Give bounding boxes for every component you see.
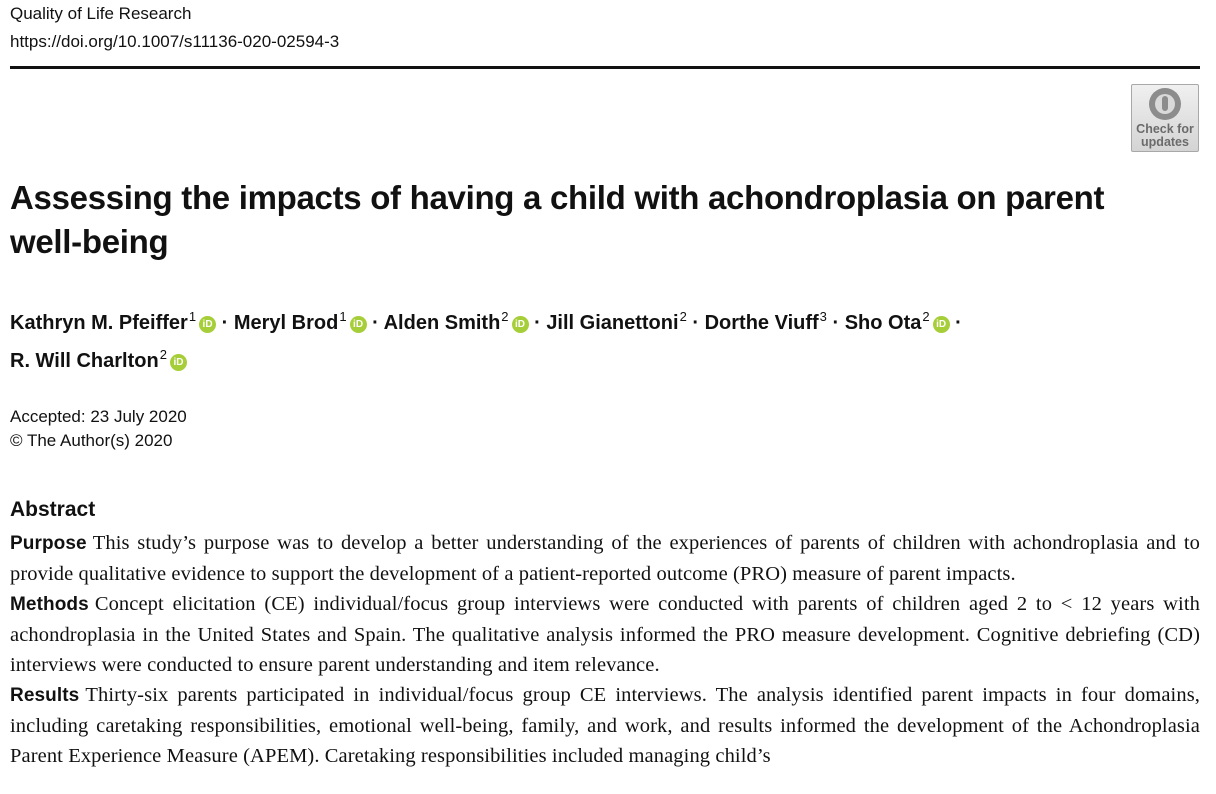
author-separator: · xyxy=(955,312,962,334)
orcid-icon[interactable]: iD xyxy=(512,316,529,333)
accepted-date: Accepted: 23 July 2020 xyxy=(10,407,187,426)
orcid-icon[interactable]: iD xyxy=(933,316,950,333)
abstract-label: Methods xyxy=(10,594,89,615)
abstract-body xyxy=(10,528,1200,771)
author-name[interactable] xyxy=(383,309,529,334)
crossmark-icon xyxy=(1149,88,1181,120)
check-for-updates-line2: updates xyxy=(1141,135,1189,149)
author-affiliation: 2 xyxy=(922,309,930,324)
author-separator: · xyxy=(832,312,840,334)
abstract-section-purpose xyxy=(10,528,1200,589)
author-name[interactable] xyxy=(546,309,687,334)
author-name[interactable] xyxy=(10,347,187,372)
orcid-icon[interactable]: iD xyxy=(199,316,216,333)
author-name-text: Meryl Brod xyxy=(233,312,339,334)
author-name-text: Sho Ota xyxy=(844,312,922,334)
author-separator: · xyxy=(534,312,541,334)
orcid-icon[interactable]: iD xyxy=(350,316,367,333)
author-affiliation: 1 xyxy=(339,309,347,324)
author-name[interactable] xyxy=(10,309,216,334)
author-separator: · xyxy=(692,312,700,334)
abstract-label: Results xyxy=(10,685,80,706)
author-list xyxy=(10,301,1160,377)
author-affiliation: 1 xyxy=(188,309,197,324)
article-title: Assessing the impacts of having a child with achondroplasia on parent well-being xyxy=(10,179,1105,260)
journal-name: Quality of Life Research xyxy=(10,4,192,23)
author-name-text: R. Will Charlton xyxy=(10,350,159,372)
author-name[interactable] xyxy=(233,309,367,334)
author-affiliation: 2 xyxy=(501,309,509,324)
abstract-heading: Abstract xyxy=(10,498,96,521)
abstract-text: This study’s purpose was to develop a better understanding of the experiences of parents of children with achondroplasia and to provide qualitative evidence to support the development of a patient-reported outcome (PRO) measure of parent impacts. xyxy=(10,532,1200,585)
author-separator: · xyxy=(221,312,229,334)
copyright-notice: © The Author(s) 2020 xyxy=(10,431,173,450)
abstract-text: Concept elicitation (CE) individual/focus group interviews were conducted with parents of children aged 2 to < 12 years with achondroplasia in the United States and Spain. The qualitative analysis informed the PRO measure development. Cognitive debriefing (CD) interviews were conducted to ensure parent understanding and item relevance. xyxy=(10,593,1200,676)
author-name[interactable] xyxy=(844,309,950,334)
check-for-updates-badge[interactable] xyxy=(1131,84,1199,152)
abstract-section-methods xyxy=(10,589,1200,680)
abstract-section-results xyxy=(10,680,1200,771)
doi-link[interactable]: https://doi.org/10.1007/s11136-020-02594-3 xyxy=(10,32,340,51)
author-name-text: Dorthe Viuff xyxy=(704,312,819,334)
author-affiliation: 3 xyxy=(819,309,827,324)
author-name[interactable] xyxy=(704,309,827,334)
author-affiliation: 2 xyxy=(679,309,687,324)
abstract-text: Thirty-six parents participated in individual/focus group CE interviews. The analysis identified parent impacts in four domains, including caretaking responsibilities, emotional well-being, family, and work, and results informed the development of the Achondroplasia Parent Experience Measure (APEM). Caretaking responsibilities included managing child’s xyxy=(10,684,1200,767)
check-for-updates-line1: Check for xyxy=(1136,122,1194,136)
header-divider xyxy=(10,66,1200,69)
author-name-text: Kathryn M. Pfeiffer xyxy=(10,312,188,334)
author-separator: · xyxy=(372,312,379,334)
orcid-icon[interactable]: iD xyxy=(170,354,187,371)
author-name-text: Jill Gianettoni xyxy=(546,312,679,334)
author-affiliation: 2 xyxy=(159,347,167,362)
abstract-label: Purpose xyxy=(10,533,87,554)
author-name-text: Alden Smith xyxy=(383,312,501,334)
